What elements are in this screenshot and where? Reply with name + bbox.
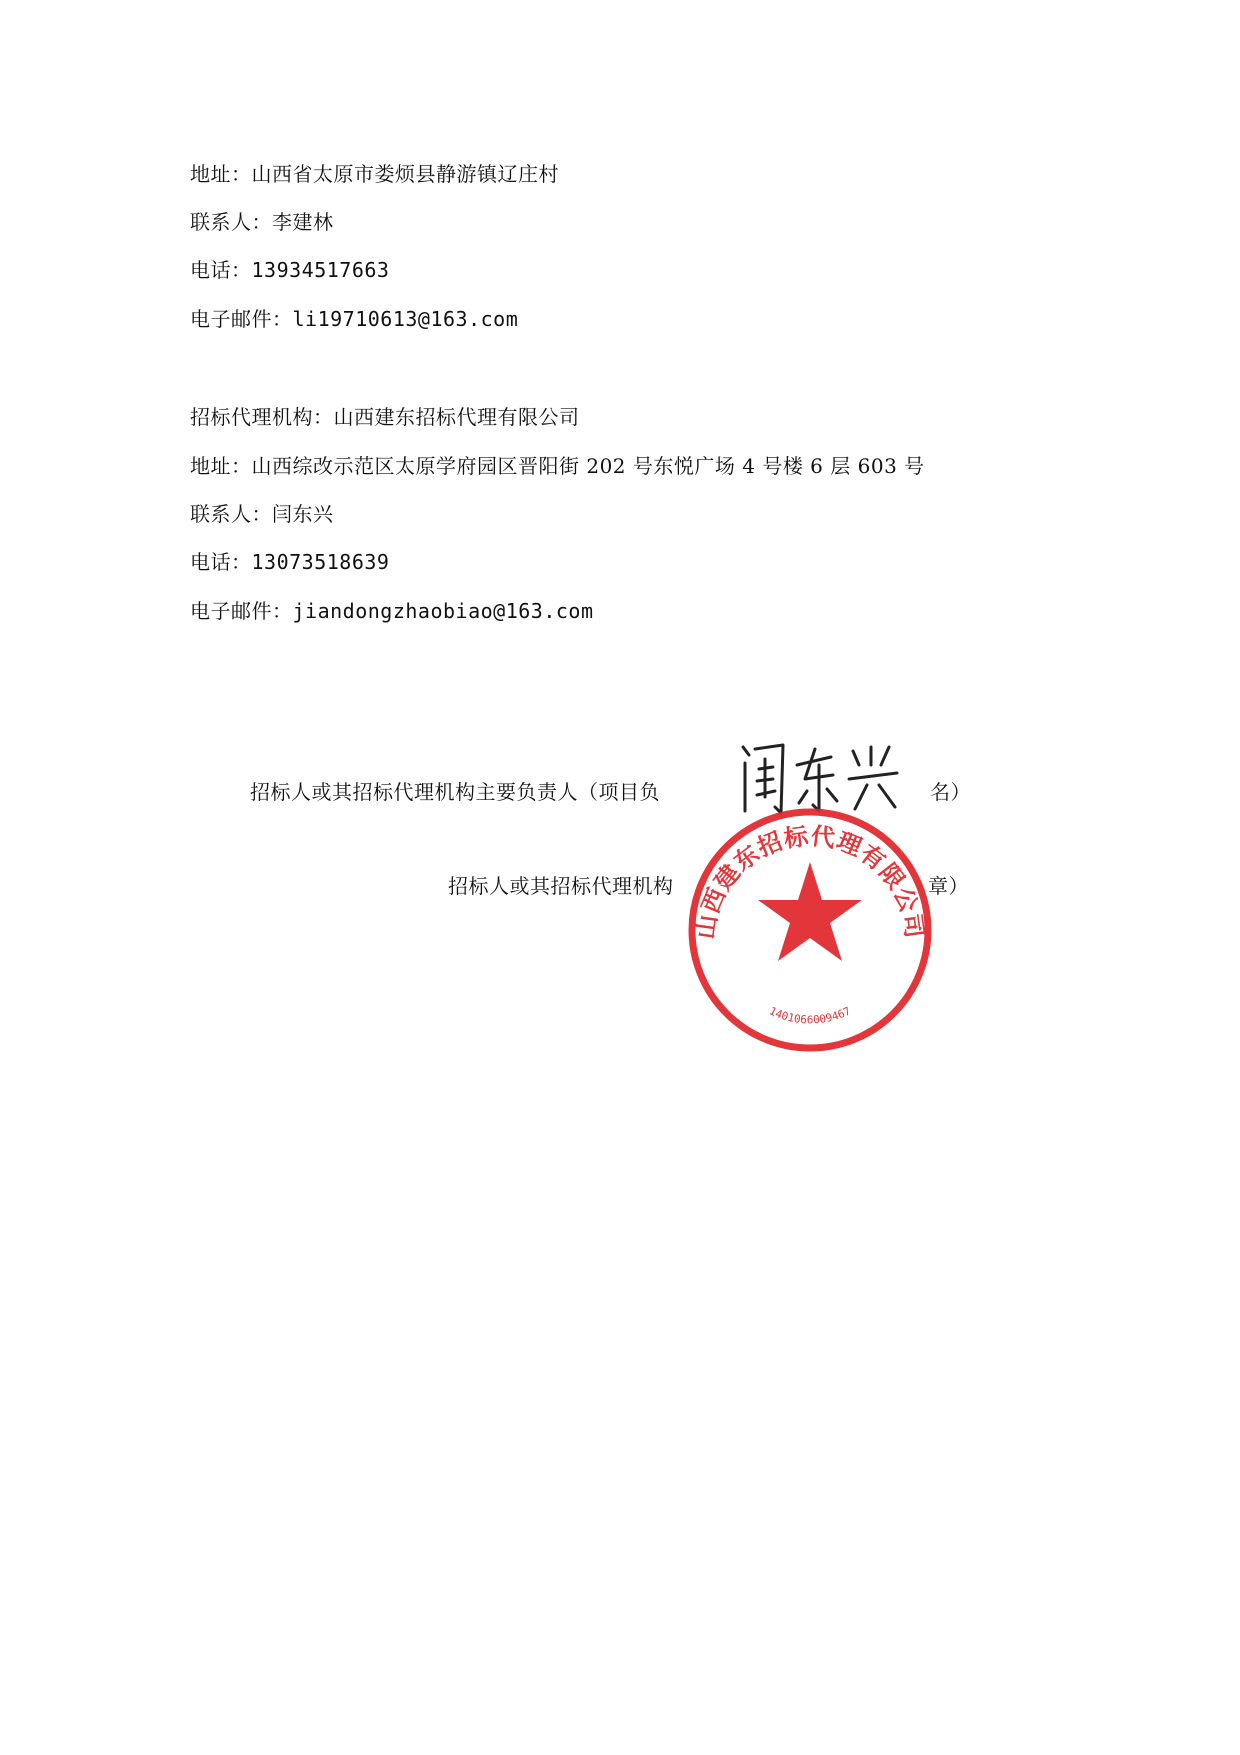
bidder-address: 山西省太原市娄烦县静游镇辽庄村 <box>251 162 559 186</box>
signer-line <box>250 778 660 806</box>
seal-number-text: 1401066009467 <box>767 1004 853 1027</box>
bidder-contact-line <box>190 208 334 236</box>
bidder-address-line <box>190 160 559 188</box>
agency-address: 山西综改示范区太原学府园区晋阳街 202 号东悦广场 4 号楼 6 层 603 号 <box>251 454 925 478</box>
agency-name-line <box>190 403 580 431</box>
bidder-address-label: 地址： <box>190 162 252 186</box>
bidder-email-line <box>190 305 518 333</box>
agency-phone-label: 电话： <box>190 550 252 574</box>
agency-address-label: 地址： <box>190 454 252 478</box>
agency-email: jiandongzhaobiao@163.com <box>292 599 594 623</box>
agency-phone-line <box>190 548 389 576</box>
signer-line-start: 招标人或其招标代理机构主要负责人（项目负 <box>250 780 660 804</box>
agency-phone: 13073518639 <box>251 550 390 574</box>
bidder-email-label: 电子邮件： <box>190 307 293 331</box>
seal-star-icon <box>758 862 862 961</box>
bidder-contact-label: 联系人： <box>190 210 272 234</box>
signer-line-end: 名） <box>930 780 971 804</box>
bidder-phone-label: 电话： <box>190 258 252 282</box>
bidder-contact: 李建林 <box>272 210 334 234</box>
bidder-phone-line <box>190 256 389 284</box>
agency-contact-label: 联系人： <box>190 502 272 526</box>
agency-email-line <box>190 597 593 625</box>
bidder-phone: 13934517663 <box>251 258 390 282</box>
seal-line-end: 章） <box>928 874 969 898</box>
agency-name-label: 招标代理机构： <box>190 405 334 429</box>
bidder-email: li19710613@163.com <box>292 307 519 331</box>
agency-address-line <box>190 452 925 480</box>
seal-line <box>448 872 674 900</box>
company-seal <box>680 800 940 1060</box>
seal-line-start: 招标人或其招标代理机构 <box>448 874 674 898</box>
agency-email-label: 电子邮件： <box>190 599 293 623</box>
agency-contact-line <box>190 500 334 528</box>
agency-name: 山西建东招标代理有限公司 <box>333 405 580 429</box>
agency-contact: 闫东兴 <box>272 502 334 526</box>
seal-name-text: 山西建东招标代理有限公司 <box>690 820 930 941</box>
